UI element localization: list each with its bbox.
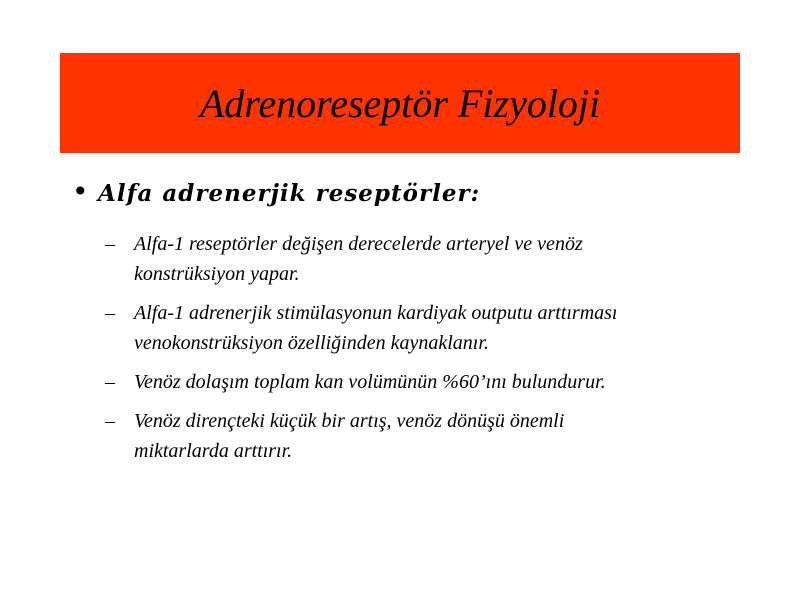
main-bullet <box>72 175 481 208</box>
sub-bullet-item <box>105 298 745 358</box>
sub-bullet-item <box>105 367 745 397</box>
bullet-heading: Alfa adrenerjik reseptörler: <box>98 180 481 207</box>
dash-icon: – <box>105 233 115 255</box>
sub-bullet-list <box>105 229 745 475</box>
dash-icon: – <box>105 371 115 393</box>
dash-icon: – <box>105 410 115 432</box>
sub-bullet-text: Venöz dolaşım toplam kan volümünün %60’ını bulundurur. <box>134 371 606 393</box>
title-banner <box>60 53 740 153</box>
sub-bullet-text: Alfa-1 reseptörler değişen derecelerde arteryel ve venöz konstrüksiyon yapar. <box>134 233 583 285</box>
sub-bullet-item <box>105 229 745 289</box>
dash-icon: – <box>105 302 115 324</box>
sub-bullet-text: Venöz dirençteki küçük bir artış, venöz dönüşü önemli miktarlarda arttırır. <box>134 410 565 462</box>
sub-bullet-text: Alfa-1 adrenerjik stimülasyonun kardiyak outputu arttırması venokonstrüksiyon özelliğinden kaynaklanır. <box>134 302 618 354</box>
sub-bullet-item <box>105 406 745 466</box>
bullet-dot-icon: • <box>72 175 89 208</box>
slide-title: Adrenoreseptör Fizyoloji <box>199 80 601 126</box>
